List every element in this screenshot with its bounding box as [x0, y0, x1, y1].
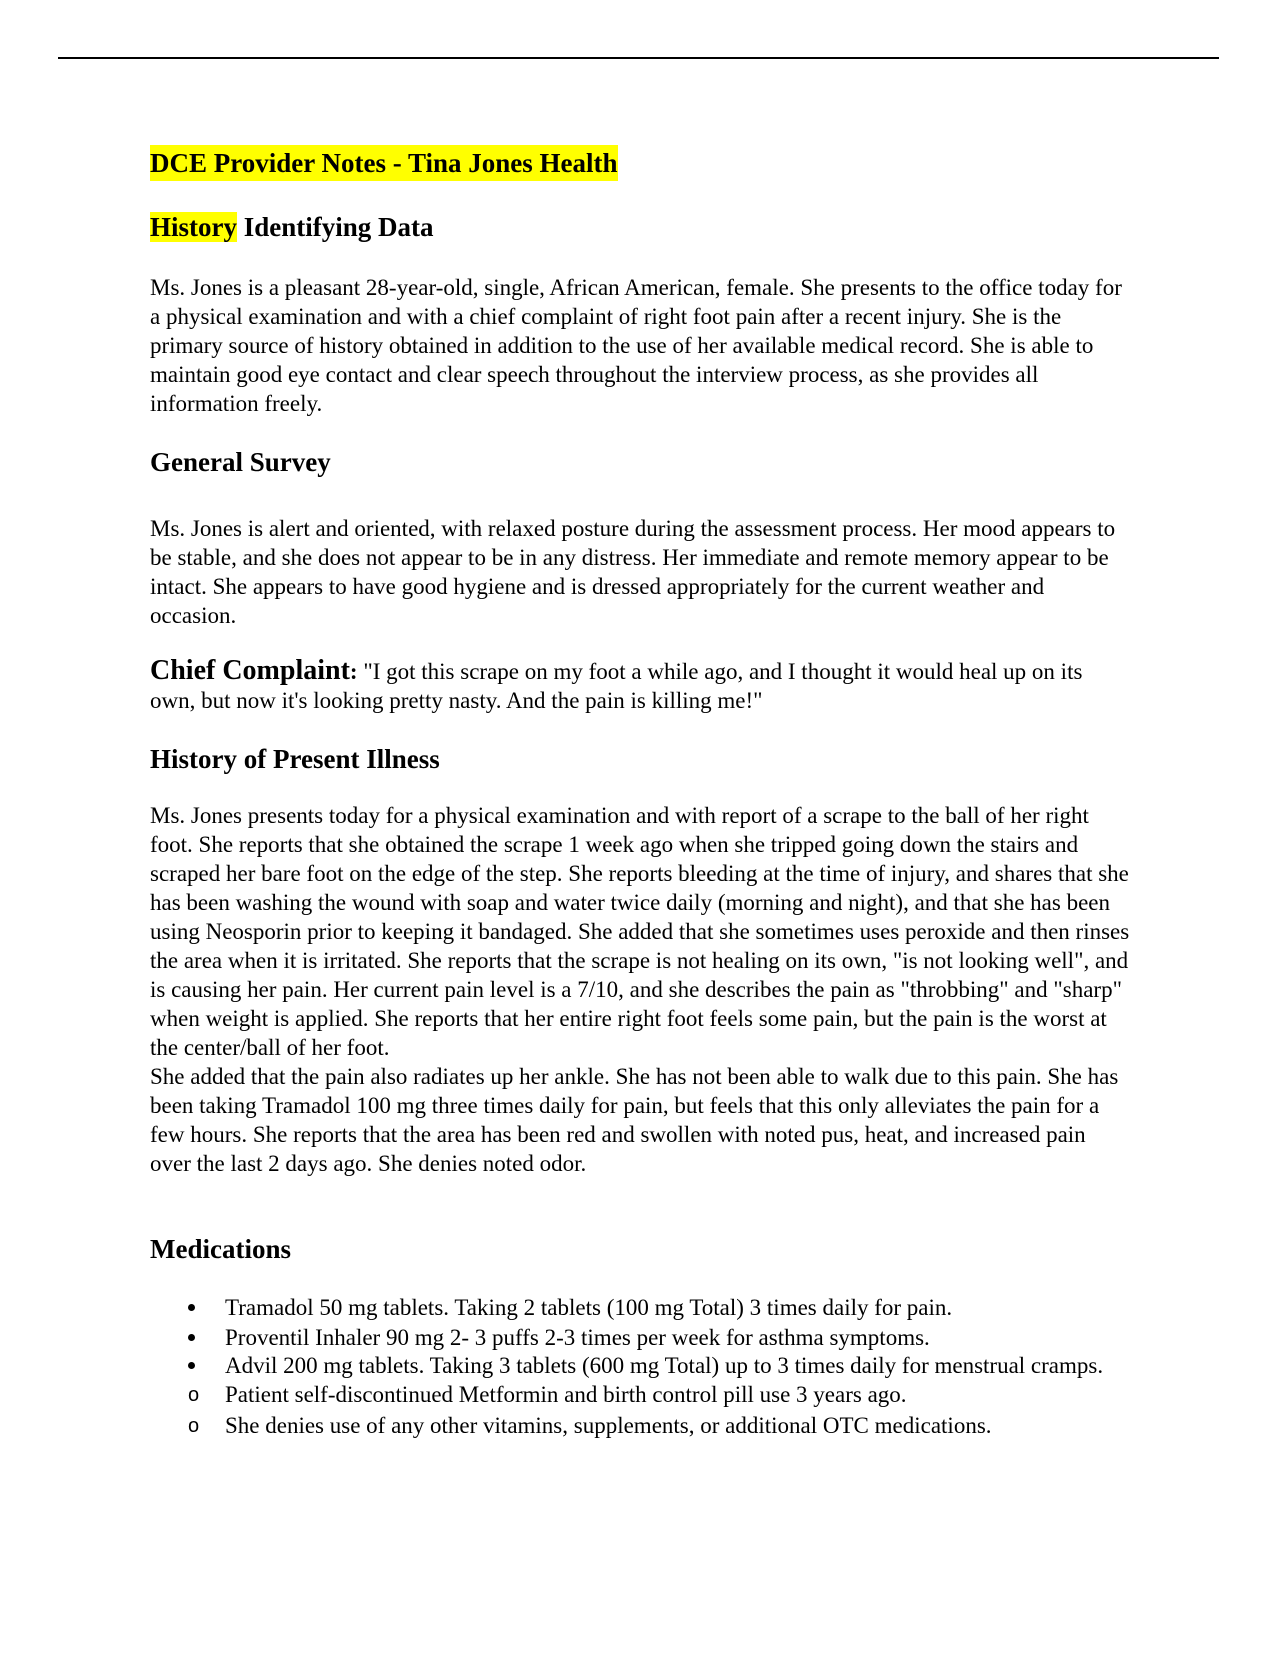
document-title: DCE Provider Notes - Tina Jones Health — [150, 145, 618, 181]
bullet-icon — [188, 1326, 208, 1350]
medication-item: Proventil Inhaler 90 mg 2- 3 puffs 2-3 times per week for asthma symptoms. — [150, 1326, 1130, 1350]
general-survey-paragraph: Ms. Jones is alert and oriented, with relaxed posture during the assessment process. Her mood appears to be stable, and she does not appear to be in any distress. Her immediate and remote memory appear to be intact. She appears to have good hygiene and is dressed appropriately for the current weather and occasion. — [150, 516, 1116, 629]
document-body — [150, 145, 1130, 1438]
medication-item: Tramadol 50 mg tablets. Taking 2 tablets (100 mg Total) 3 times daily for pain. — [150, 1296, 1130, 1320]
hpi-paragraph-2: She added that the pain also radiates up her ankle. She has not been able to walk due to this pain. She has been taking Tramadol 100 mg three times daily for pain, but feels that this only alleviates the pain for a few hours. She reports that the area has been red and swollen with noted pus, heat, and increased pain over the last 2 days ago. She denies noted odor. — [150, 1063, 1119, 1176]
hpi-paragraph-1: Ms. Jones presents today for a physical examination and with report of a scrape to the ball of her right foot. She reports that she obtained the scrape 1 week ago when she tripped going down the stairs and scraped her bare foot on the edge of the step. She reports bleeding at the time of injury, and shares that she has been washing the wound with soap and water twice daily (morning and night), and that she has been using Neosporin prior to keeping it bandaged. She added that she sometimes uses peroxide and then rinses the area when it is irritated. She reports that the scrape is not healing on its own, "is not looking well", and is causing her pain. Her current pain level is a 7/10, and she describes the pain as "throbbing" and "sharp" when weight is applied. She reports that her entire right foot feels some pain, but the pain is the worst at the center/ball of her foot. — [150, 802, 1130, 1060]
bullet-icon — [188, 1354, 208, 1378]
medication-note: o Patient self-discontinued Metformin and birth control pill use 3 years ago. — [188, 1382, 907, 1408]
chief-complaint-quote: "I got this scrape on my foot a while ago, and I thought it would heal up on its own, but now it's looking pretty nasty. And the pain is killing me!" — [150, 659, 1083, 714]
medication-item: Advil 200 mg tablets. Taking 3 tablets (600 mg Total) up to 3 times daily for menstrual cramps. — [150, 1354, 1130, 1378]
identifying-data-paragraph: Ms. Jones is a pleasant 28-year-old, single, African American, female. She presents to the office today for a physical examination and with a chief complaint of right foot pain after a recent injury. She is the primary source of history obtained in addition to the use of her available medical record. She is able to maintain good eye contact and clear speech throughout the interview process, as she provides all information freely. — [150, 274, 1122, 416]
chief-complaint-colon: : — [349, 659, 358, 685]
history-heading — [150, 209, 1130, 245]
bullet-icon — [188, 1296, 208, 1320]
hpi-heading: History of Present Illness — [150, 744, 440, 775]
chief-complaint-paragraph — [150, 656, 1130, 715]
circle-bullet-icon: o — [188, 1384, 200, 1407]
history-heading-rest: Identifying Data — [237, 212, 434, 243]
medications-list — [150, 1296, 1130, 1438]
header-rule — [58, 57, 1219, 59]
history-heading-highlight: History — [150, 212, 237, 243]
general-survey-heading: General Survey — [150, 446, 331, 477]
medication-note: o She denies use of any other vitamins, supplements, or additional OTC medications. — [188, 1413, 992, 1439]
chief-complaint-label: Chief Complaint — [150, 655, 350, 687]
circle-bullet-icon: o — [188, 1415, 200, 1438]
medications-heading: Medications — [150, 1233, 291, 1264]
